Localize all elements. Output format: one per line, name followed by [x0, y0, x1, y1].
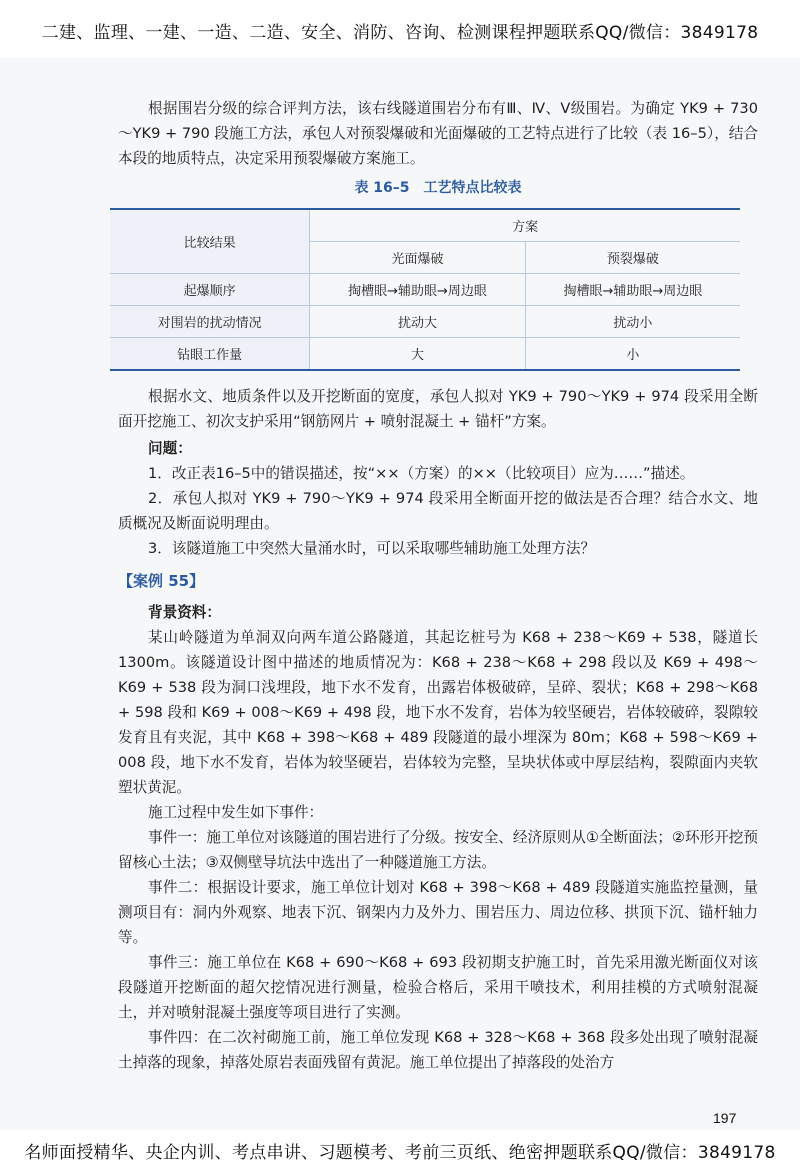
event-3: 事件三：施工单位在 K68 + 690～K68 + 693 段初期支护施工时，首先采用激光断面仪对该段隧道开挖断面的超欠挖情况进行测量，检验合格后，采用干喷技术，利用挂模的方式喷射混凝土，并对喷射混凝土强度等项目进行了实测。	[118, 954, 758, 1021]
event-2: 事件二：根据设计要求，施工单位计划对 K68 + 398～K68 + 489 段隧道实施监控量测，量测项目有：洞内外观察、地表下沉、钢架内力及外力、围岩压力、周边位移、拱顶下沉、锚杆轴力等。	[118, 879, 758, 946]
table-col-smooth-blasting: 光面爆破	[310, 242, 525, 274]
table-cell: 小	[525, 338, 740, 371]
table-row-label: 钻眼工作量	[110, 338, 310, 371]
comparison-table	[110, 208, 740, 371]
main-text-block	[118, 384, 758, 1075]
page-number: 197	[713, 1110, 737, 1126]
table-cell: 扰动大	[310, 306, 525, 338]
intro-paragraph-block	[118, 96, 758, 203]
event-1: 事件一：施工单位对该隧道的围岩进行了分级。按安全、经济原则从①全断面法；②环形开挖预留核心土法；③双侧壁导坑法中选出了一种隧道施工方法。	[118, 829, 758, 871]
question-3: 3．该隧道施工中突然大量涌水时，可以采取哪些辅助施工处理方法？	[148, 540, 596, 557]
top-promo-banner: 二建、监理、一建、一造、二造、安全、消防、咨询、检测课程押题联系QQ/微信：3849178	[41, 23, 759, 43]
questions-title: 问题：	[148, 440, 192, 457]
bottom-promo-banner: 名师面授精华、央企内训、考点串讲、习题模考、考前三页纸、绝密押题联系QQ/微信：3849178	[24, 1143, 776, 1163]
case-heading-line	[118, 569, 758, 594]
table-cell: 扰动小	[525, 306, 740, 338]
table-cell: 掏槽眼→辅助眼→周边眼	[310, 274, 525, 306]
table-caption: 表 16–5 工艺特点比较表	[354, 180, 522, 196]
question-2: 2．承包人拟对 YK9 + 790～YK9 + 974 段采用全断面开挖的做法是否合理？结合水文、地质概况及断面说明理由。	[118, 490, 758, 532]
table-cell: 掏槽眼→辅助眼→周边眼	[525, 274, 740, 306]
table-row-label: 起爆顺序	[110, 274, 310, 306]
events-intro: 施工过程中发生如下事件：	[148, 804, 324, 821]
table-row-label: 对围岩的扰动情况	[110, 306, 310, 338]
question-1: 1．改正表16–5中的错误描述，按“××（方案）的××（比较项目）应为……”描述。	[148, 465, 695, 482]
table-header-scheme: 方案	[310, 209, 740, 242]
table-col-presplit-blasting: 预裂爆破	[525, 242, 740, 274]
background-title: 背景资料：	[148, 604, 221, 621]
background-paragraph: 某山岭隧道为单洞双向两车道公路隧道，其起讫桩号为 K68 + 238～K69 + 538，隧道长 1300m。该隧道设计图中描述的地质情况为：K68 + 238～K68 + 298 段以及 K69 + 498～K69 + 538 段为洞口浅埋段，地下水不发育，出露岩体极破碎，呈碎、裂状；K68 + 298～K68 + 598 段和 K69 + 008～K69 + 498 段，地下水不发育，岩体为较坚硬岩，岩体较破碎，裂隙较发育且有夹泥，其中 K68 + 398～K68 + 489 段隧道的最小埋深为 80m；K68 + 598～K69 + 008 段，地下水不发育，岩体为较坚硬岩，岩体较为完整，呈块状体或中厚层结构，裂隙面内夹软塑状黄泥。	[118, 629, 758, 796]
scheme-paragraph: 根据水文、地质条件以及开挖断面的宽度，承包人拟对 YK9 + 790～YK9 + 974 段采用全断面开挖施工、初次支护采用“钢筋网片 + 喷射混凝土 + 锚杆”方案。	[118, 388, 758, 430]
table-header-result: 比较结果	[110, 209, 310, 274]
table-cell: 大	[310, 338, 525, 371]
event-4: 事件四：在二次衬砌施工前，施工单位发现 K68 + 328～K68 + 368 段多处出现了喷射混凝土掉落的现象，掉落处原岩表面残留有黄泥。施工单位提出了掉落段的处治方	[118, 1029, 758, 1071]
intro-paragraph: 根据围岩分级的综合评判方法，该右线隧道围岩分布有Ⅲ、Ⅳ、Ⅴ级围岩。为确定 YK9 + 730～YK9 + 790 段施工方法，承包人对预裂爆破和光面爆破的工艺特点进行了比较（表 16–5），结合本段的地质特点，决定采用预裂爆破方案施工。	[118, 100, 758, 167]
case-title: 【案例 55】	[118, 572, 205, 590]
